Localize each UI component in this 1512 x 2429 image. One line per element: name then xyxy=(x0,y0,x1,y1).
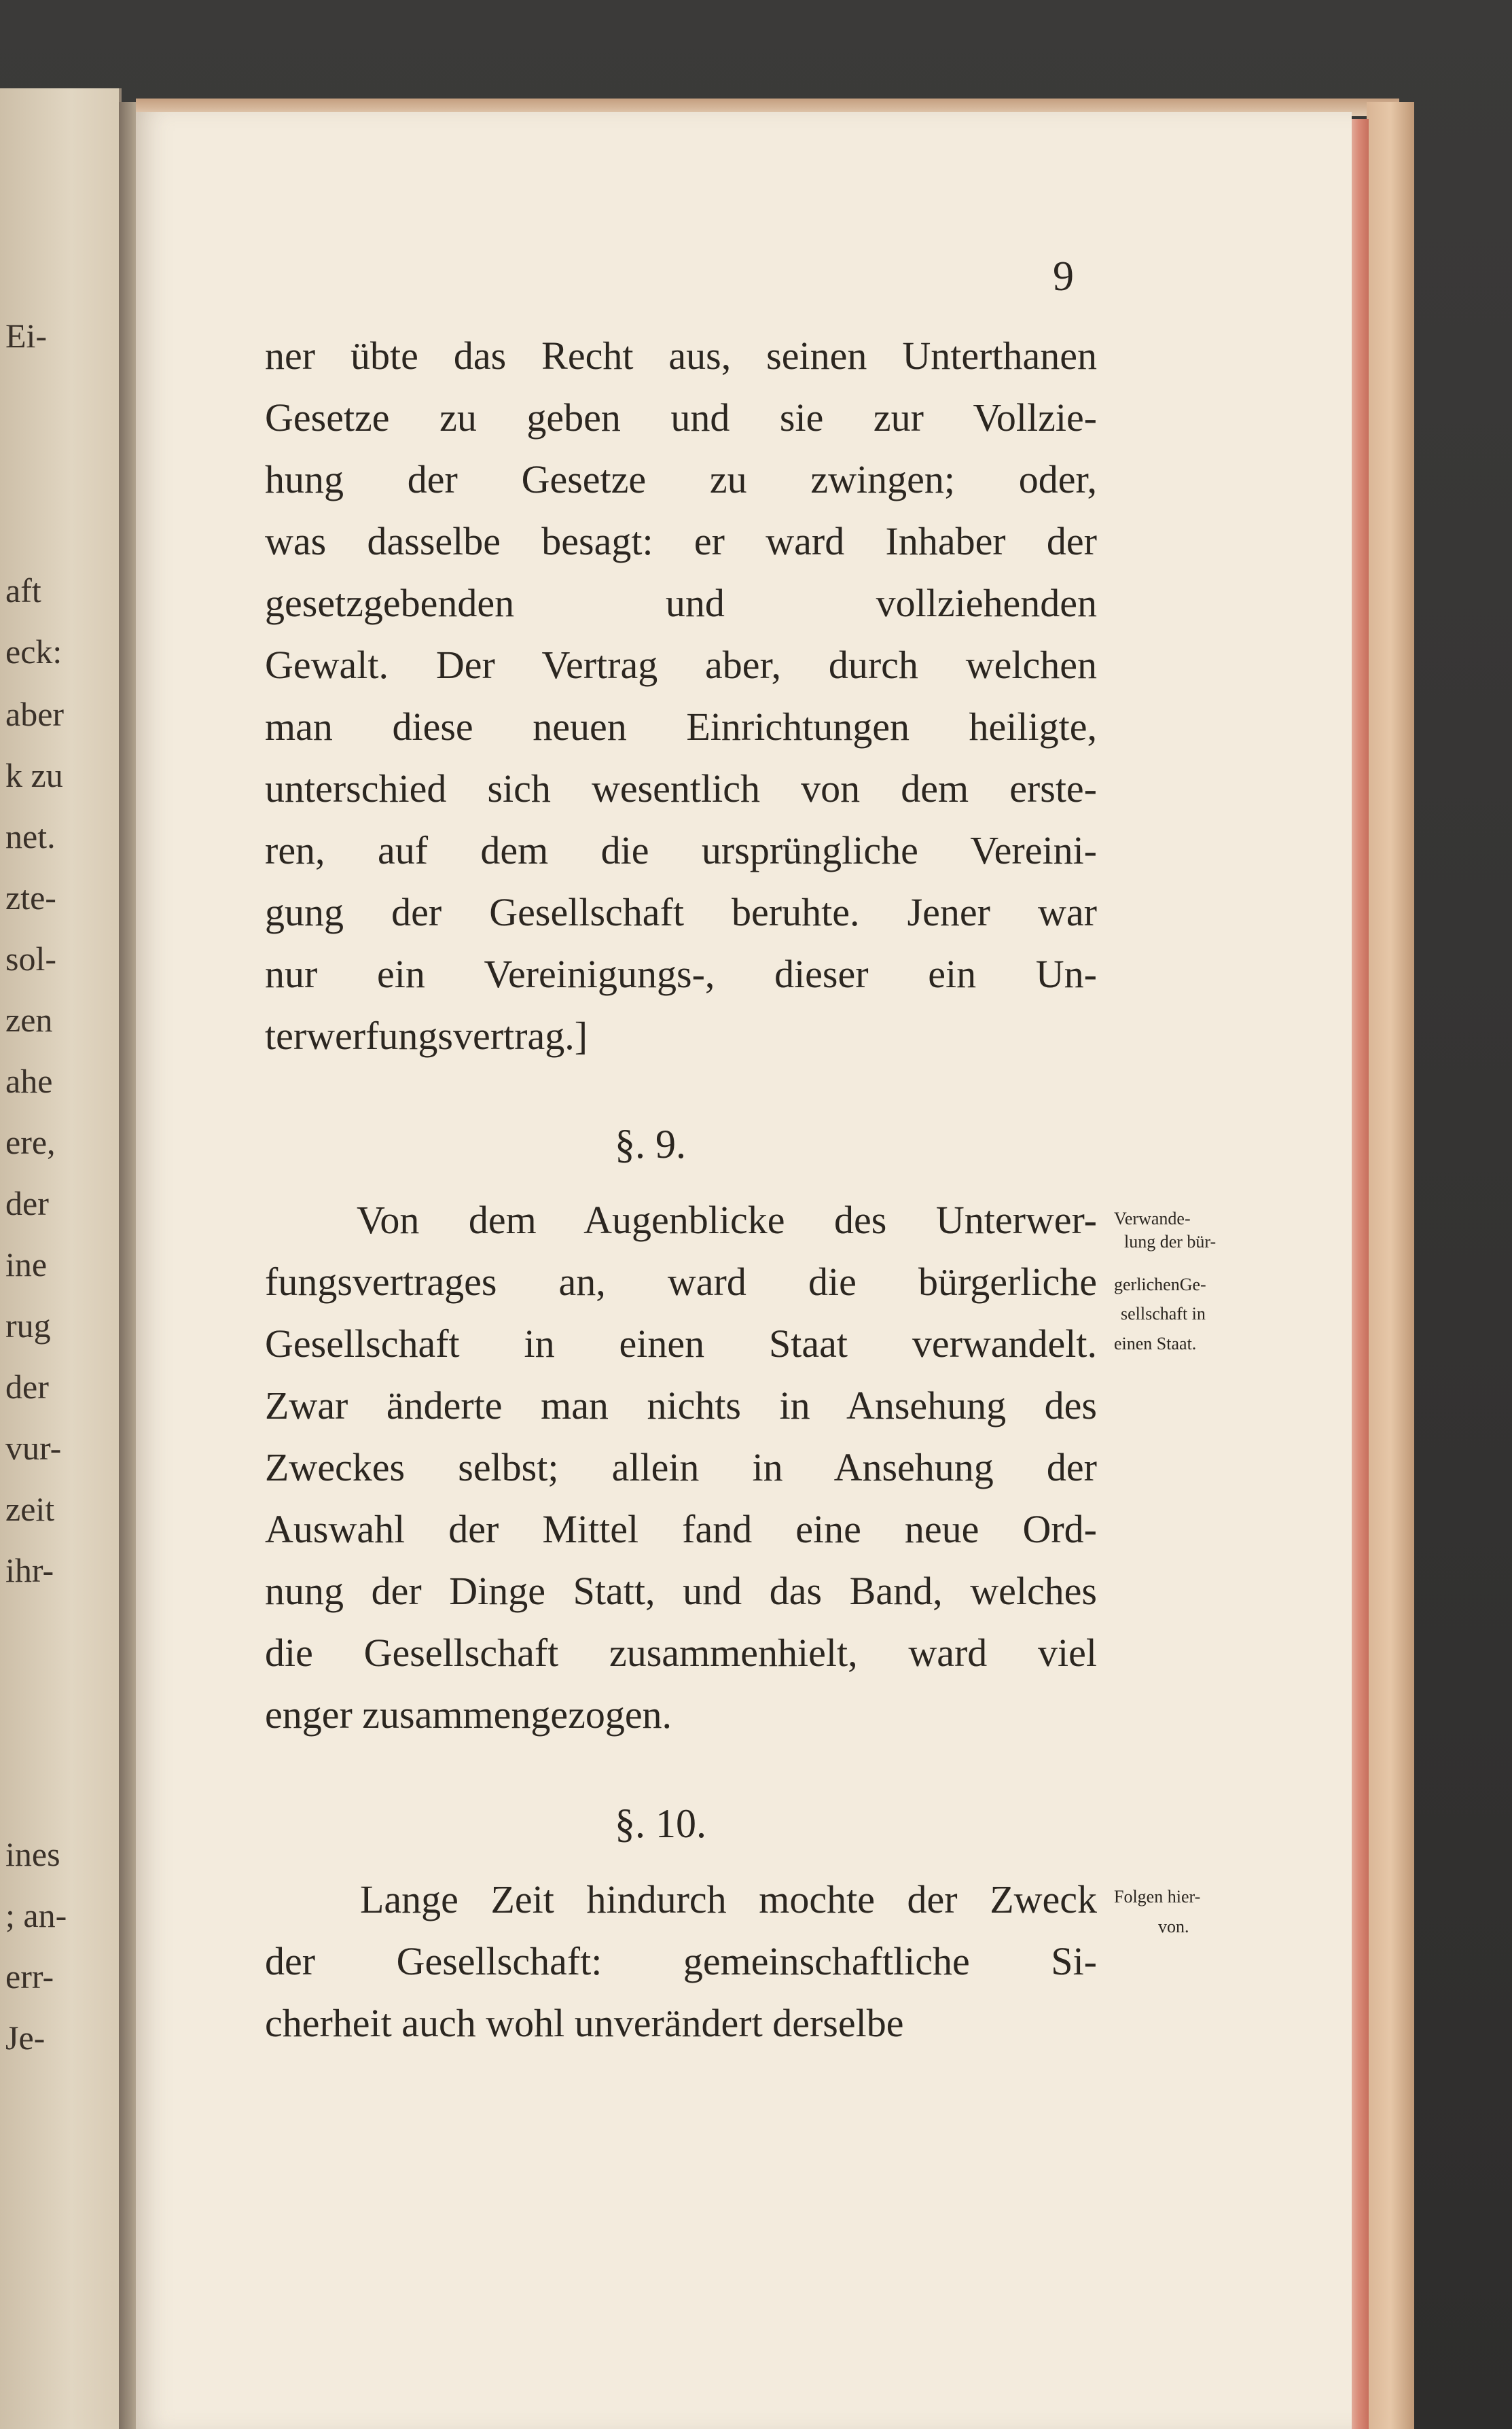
previous-page-text-fragment: net. xyxy=(5,817,56,855)
previous-page-text-fragment: aber xyxy=(5,695,65,733)
previous-page-text-fragment: sol- xyxy=(5,940,56,978)
text-line: die Gesellschaft zusammenhielt, ward viel xyxy=(265,1631,1097,1675)
previous-page-text-fragment: ine xyxy=(5,1245,48,1283)
text-line: Lange Zeit hindurch mochte der Zweck xyxy=(360,1877,1097,1921)
text-line: Zwar änderte man nichts in Ansehung des xyxy=(265,1383,1097,1428)
section-9-heading: §. 9. xyxy=(615,1122,686,1167)
text-line: cherheit auch wohl unverändert derselbe xyxy=(265,2001,904,2045)
text-line: Gesetze zu geben und sie zur Vollzie- xyxy=(265,395,1097,440)
margin-note-line: Verwande- xyxy=(1114,1209,1191,1228)
previous-page-text-fragment: zen xyxy=(5,1001,53,1039)
previous-page-text-fragment: der xyxy=(5,1184,49,1222)
text-line: Von dem Augenblicke des Unterwer- xyxy=(357,1198,1097,1242)
text-line: nung der Dinge Statt, und das Band, welches xyxy=(265,1569,1097,1613)
previous-page-text-fragment: der xyxy=(5,1368,49,1406)
text-line: ner übte das Recht aus, seinen Unterthanen xyxy=(265,334,1097,378)
margin-note-line: gerlichenGe- xyxy=(1114,1275,1206,1294)
text-line: nur ein Vereinigungs-, dieser ein Un- xyxy=(265,952,1097,996)
text-line: ren, auf dem die ursprüngliche Vereini- xyxy=(265,828,1097,872)
margin-note-line: von. xyxy=(1158,1917,1189,1936)
text-line: Gesellschaft in einen Staat verwandelt. xyxy=(265,1322,1097,1366)
text-line: unterschied sich wesentlich von dem erste- xyxy=(265,766,1097,811)
text-line: terwerfungsvertrag.] xyxy=(265,1014,588,1058)
previous-page-text-fragment: vur- xyxy=(5,1429,62,1467)
text-line: enger zusammengezogen. xyxy=(265,1692,672,1737)
previous-page-text-fragment: ines xyxy=(5,1835,60,1873)
previous-page-text-fragment: rug xyxy=(5,1307,51,1345)
section-10-heading: §. 10. xyxy=(615,1801,706,1846)
margin-note-line: sellschaft in xyxy=(1121,1304,1206,1324)
text-line: Auswahl der Mittel fand eine neue Ord- xyxy=(265,1507,1097,1551)
book-gutter xyxy=(119,102,138,2429)
previous-page-text-fragment: zeit xyxy=(5,1490,55,1528)
previous-page-text-fragment: Je- xyxy=(5,2019,46,2057)
text-line: gung der Gesellschaft beruhte. Jener war xyxy=(265,890,1097,934)
margin-note-line: Folgen hier- xyxy=(1114,1887,1201,1907)
previous-page-text-fragment: ihr- xyxy=(5,1551,54,1589)
previous-page-text-fragment: k zu xyxy=(5,756,63,794)
page-number: 9 xyxy=(1053,253,1074,300)
previous-page-text-fragment: ere, xyxy=(5,1123,56,1161)
previous-page-text-fragment: ahe xyxy=(5,1062,53,1100)
text-line: Gewalt. Der Vertrag aber, durch welchen xyxy=(265,643,1097,687)
text-line: hung der Gesetze zu zwingen; oder, xyxy=(265,457,1097,501)
previous-page-text-fragment: zte- xyxy=(5,879,56,917)
previous-page-text-fragment: Ei- xyxy=(5,317,48,355)
text-line: gesetzgebenden und vollziehenden xyxy=(265,581,1097,625)
text-line: Zweckes selbst; allein in Ansehung der xyxy=(265,1445,1097,1489)
previous-page-text-fragment: eck: xyxy=(5,633,62,671)
book-cover-edge xyxy=(1367,102,1414,2429)
text-line: fungsvertrages an, ward die bürgerliche xyxy=(265,1260,1097,1304)
text-line: was dasselbe besagt: er ward Inhaber der xyxy=(265,519,1097,563)
previous-page-edge xyxy=(0,88,122,2429)
text-line: der Gesellschaft: gemeinschaftliche Si- xyxy=(265,1939,1097,1983)
text-line: man diese neuen Einrichtungen heiligte, xyxy=(265,705,1097,749)
previous-page-text-fragment: aft xyxy=(5,571,41,609)
previous-page-text-fragment: ; an- xyxy=(5,1896,67,1934)
previous-page-text-fragment: err- xyxy=(5,1957,54,1996)
margin-note-line: lung der bür- xyxy=(1124,1232,1217,1252)
margin-note-line: einen Staat. xyxy=(1114,1334,1197,1353)
